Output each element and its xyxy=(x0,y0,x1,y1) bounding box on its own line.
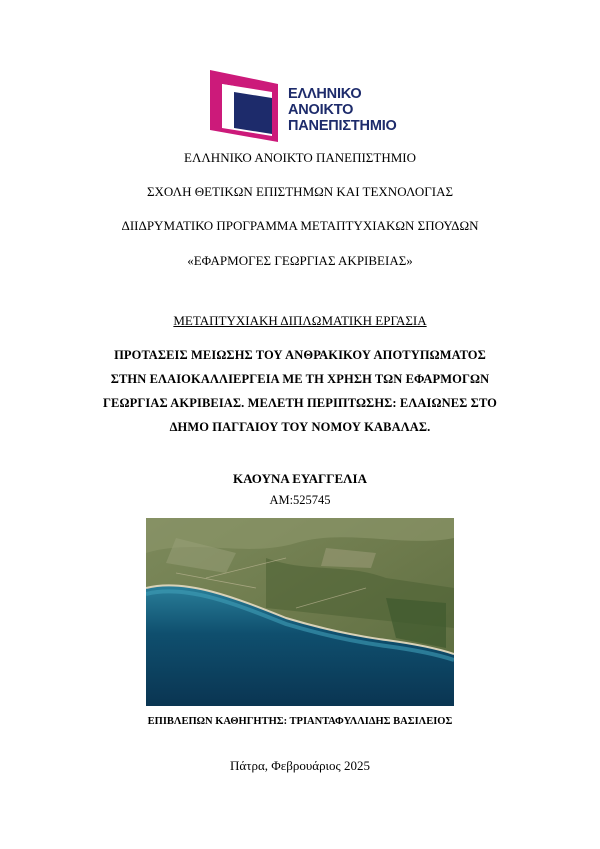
thesis-title-line: ΠΡΟΤΑΣΕΙΣ ΜΕΙΩΣΗΣ ΤΟΥ ΑΝΘΡΑΚΙΚΟΥ ΑΠΟΤΥΠΩΜΑΤΟΣ xyxy=(114,348,486,362)
place-date: Πάτρα, Φεβρουάριος 2025 xyxy=(230,758,370,773)
logo-emblem-icon xyxy=(208,70,288,142)
logo-wordmark xyxy=(288,86,397,134)
satellite-image xyxy=(146,518,454,706)
thesis-title-line: ΔΗΜΟ ΠΑΓΓΑΙΟΥ ΤΟΥ ΝΟΜΟΥ ΚΑΒΑΛΑΣ. xyxy=(169,420,431,434)
university-logo xyxy=(208,70,398,142)
thesis-type: ΜΕΤΑΠΤΥΧΙΑΚΗ ΔΙΠΛΩΜΑΤΙΚΗ ΕΡΓΑΣΙΑ xyxy=(173,313,427,328)
program-name: ΔΙΙΔΡΥΜΑΤΙΚΟ ΠΡΟΓΡΑΜΜΑ ΜΕΤΑΠΤΥΧΙΑΚΩΝ ΣΠΟΥΔΩΝ xyxy=(121,218,479,233)
logo-line-3: ΠΑΝΕΠΙΣΤΗΜΙΟ xyxy=(288,118,397,134)
logo-line-2: ΑΝΟΙΚΤΟ xyxy=(288,102,354,118)
student-id: ΑΜ:525745 xyxy=(269,493,331,507)
logo-line-1: ΕΛΛΗΝΙΚΟ xyxy=(288,86,362,102)
thesis-title-line: ΓΕΩΡΓΙΑΣ ΑΚΡΙΒΕΙΑΣ. ΜΕΛΕΤΗ ΠΕΡΙΠΤΩΣΗΣ: ΕΛΑΙΩΝΕΣ ΣΤΟ xyxy=(103,396,497,410)
university-name: ΕΛΛΗΝΙΚΟ ΑΝΟΙΚΤΟ ΠΑΝΕΠΙΣΤΗΜΙΟ xyxy=(184,150,416,165)
thesis-title-line: ΣΤΗΝ ΕΛΑΙΟΚΑΛΛΙΕΡΓΕΙΑ ΜΕ ΤΗ ΧΡΗΣΗ ΤΩΝ ΕΦΑΡΜΟΓΩΝ xyxy=(110,372,490,386)
school-name: ΣΧΟΛΗ ΘΕΤΙΚΩΝ ΕΠΙΣΤΗΜΩΝ ΚΑΙ ΤΕΧΝΟΛΟΓΙΑΣ xyxy=(146,184,454,199)
supervisor: ΕΠΙΒΛΕΠΩΝ ΚΑΘΗΓΗΤΗΣ: ΤΡΙΑΝΤΑΦΥΛΛΙΔΗΣ ΒΑΣΙΛΕΙΟΣ xyxy=(147,716,453,727)
author-name: ΚΑΟΥΝΑ ΕΥΑΓΓΕΛΙΑ xyxy=(233,471,367,486)
course-name: «ΕΦΑΡΜΟΓΕΣ ΓΕΩΡΓΙΑΣ ΑΚΡΙΒΕΙΑΣ» xyxy=(187,253,413,268)
